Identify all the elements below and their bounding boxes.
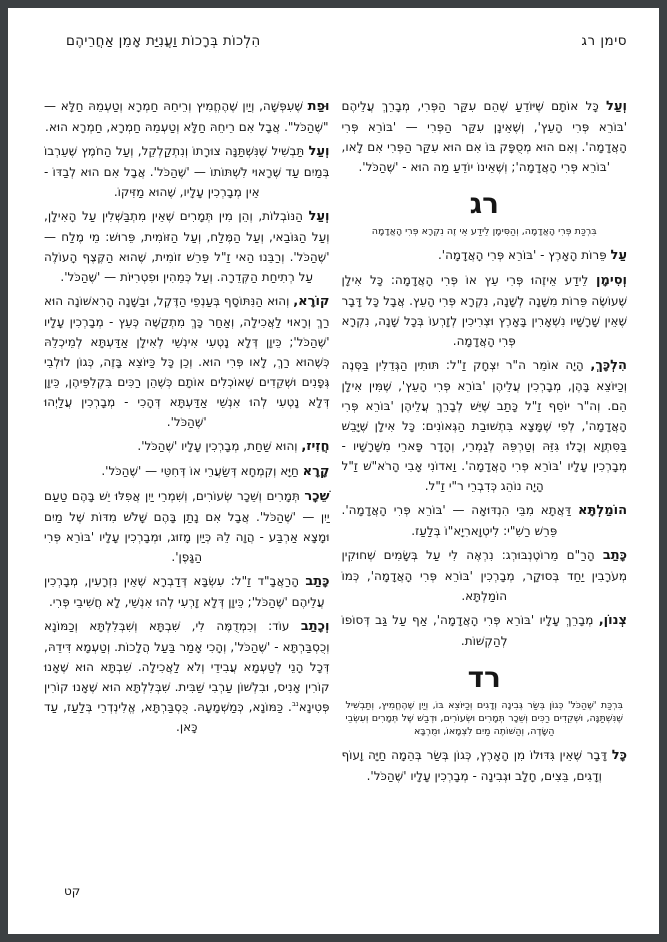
paragraph-text: תַּבְשִׁיל שֶׁנִּשְׁתַּנָּה צוּרָתוֹ וְנִתְקַלְקֵל, וְעַל הַחֹמֶץ שֶׁעֵרְבוֹ בְּמַיִם עַד שֶׁרָאוּי לִשְׁתּוֹתוֹ — 'שֶׁהַכֹּל'. אֲבָל אִם הוּא לְבַדּוֹ - אֵין מְבָרְכִין עָלָיו, שֶׁהוּא מַזִּיקוֹ. bbox=[44, 144, 330, 199]
paragraph bbox=[44, 436, 330, 457]
paragraph-text: הָרַ"ם מֵרוֹטֶנְבּוּרְג: נִרְאֶה לִי עַל בְּשָׂמִים שְׁחוּקִין מְעֹרָבִין יַחַד בְּסוּקָר, מְבָרְכִין 'בּוֹרֵא פְּרִי הָאֲדָמָה', כְּמוֹ הוֹמַלְתָּא. bbox=[341, 548, 627, 603]
paragraph bbox=[342, 745, 628, 786]
page-header bbox=[8, 33, 659, 50]
page-number: קט bbox=[64, 884, 81, 898]
paragraph-text: וְהוּא הַנִּתּוֹסָף בְּעַנְפֵי הַדֶּקֶל, וּבַשָּׁנָה הָרִאשׁוֹנָה הוּא רַךְ וְרָאוּי לַאֲכִילָה, וְאַחַר כָּךְ מִתְקַשֶּׁה כְּעֵץ - מְבָרְכִין עָלָיו 'שֶׁהַכֹּל'; כֵּיוָן דְּלָא נָטְעִי אִינְשֵׁי לְאִילָן אַדַּעְתָּא לְמֵיכְלֵהּ כְּשֶׁהוּא רַךְ, לָאו פְּרִי הוּא. וְכֵן כָּל כַּיּוֹצֵא בָּזֶה, כְּגוֹן לוּלְבֵי גְּפָנִים וּשְׁקֵדִים שֶׁאוֹכְלִים אוֹתָם כְּשֶׁהֵן רַכִּים בִּקְלִפֵּיהֶן, כֵּיוָן דְּלָא נָטְעִי לְהוּ אִנְשֵׁי אַדַּעְתָּא דְּהָכִי - מְבָרְכִין עֲלַיְהוּ 'שֶׁהַכֹּל'. bbox=[44, 294, 330, 429]
paragraph-text: מְבָרֵךְ עָלָיו 'בּוֹרֵא פְּרִי הָאֲדָמָה', אַף עַל גַּב דְּסוֹפוֹ לְהַקְשׁוֹת. bbox=[341, 613, 594, 648]
lead-word: וְעַל bbox=[308, 144, 330, 159]
lead-word: קָרָא bbox=[302, 464, 330, 479]
paragraph bbox=[44, 571, 330, 612]
paragraph bbox=[342, 245, 628, 266]
lead-word: חֲזִיז, bbox=[301, 439, 330, 454]
paragraph bbox=[342, 545, 628, 606]
siman-header-204: רד bbox=[467, 661, 501, 694]
paragraph bbox=[342, 270, 628, 351]
paragraph bbox=[44, 486, 330, 567]
paragraph-text: . כַּמּוֹנָא, כְּמַשְׁמָעָהּ. כֻּסְבַּרְתָּא, אֱלִינְדְרֵי בְּלַעַז, עַד כָּאן. bbox=[44, 700, 292, 734]
paragraph-text: שֶׁעִפְּשָׁה, וְיַיִן שֶׁהֶחֱמִיץ וְרֵיחֵהּ חַמְרָא וְטַעְמֵהּ חַלָּא — "שֶׁהַכֹּל". אֲבָל אִם רֵיחֵהּ חַלָּא וְטַעְמֵהּ חַמְרָא, חַמְרָא הוּא. bbox=[44, 99, 329, 134]
paragraph bbox=[44, 616, 330, 737]
lead-word: צְנוֹן, bbox=[598, 613, 627, 628]
lead-word: עַל bbox=[610, 248, 627, 263]
column-right bbox=[342, 96, 628, 790]
paragraph-text: וְהוּא שַׁחַת, מְבָרְכִין עָלָיו 'שֶׁהַכֹּל'. bbox=[137, 439, 298, 453]
lead-word: כָּל bbox=[611, 748, 627, 763]
paragraph-text: תְּמָרִים וְשֵׁכָר שְׂעוֹרִים, וְשִׁמְרֵי יַיִן אֲפִלּוּ יֵשׁ בָּהֶם טַעַם יַיִן — 'שֶׁהַכֹּל'. אֲבָל אִם נָתַן בָּהֶם שָׁלֹשׁ מִדּוֹת שֶׁל מַיִם וּמָצָא אַרְבַּע - הֲוָה לֵהּ כְּיַיִן מָזוּג, וּמְבָרְכִין עָלָיו 'בּוֹרֵא פְּרִי הַגָּפֶן'. bbox=[44, 489, 330, 564]
lead-word: וְעַל bbox=[308, 209, 330, 224]
column-left bbox=[44, 96, 330, 790]
lead-word: שֵׁכָר bbox=[304, 489, 330, 504]
paragraph bbox=[342, 355, 628, 496]
lead-word: וְסִימָן bbox=[596, 273, 627, 288]
paragraph-text: לֵידַע אֵיזֶהוּ פְּרִי עֵץ אוֹ פְּרִי הָאֲדָמָה: כָּל אִילָן שֶׁעוֹשֶׂה פֵּרוֹת מִשָּׁנָה לְשָׁנָה, נִקְרָא פְּרִי הָעֵץ. אֲבָל כָּל דָּבָר שֶׁאֵין שָׁרָשָׁיו נִשְׁאָרִין בָּאָרֶץ וּצְרִיכִין לְזָרְעוֹ בְּכָל שָׁנָה, נִקְרָא פְּרִי הָאֲדָמָה. bbox=[341, 273, 627, 348]
siman-subtitle-203: בִּרְכַּת פְּרִי הָאֲדָמָה, וְהַסִּימָן לֵידַע אֵי זֶה נִקְרָא פְּרִי הָאֲדָמָה bbox=[371, 226, 597, 237]
siman-subtitle-204: בִּרְכַּת 'שֶׁהַכֹּל' כְּגוֹן בְּשַׂר גְּבִינָה וְדָגִים וְכַיּוֹצֵא בּוֹ, וְיַיִן שֶׁהֶחֱמִיץ, וְתַבְשִׁיל שֶׁנִּשְׁתַּנָּה, וּשְׁקֵדִים רַכִּים וְשֵׁכָר תְּמָרִים וּשְׂעוֹרִים, וּדְבַשׁ שֶׁל תְּמָרִים וְעִשְׂבֵי הַשָּׂדֶה, וְהַשּׁוֹתֶה מַיִם לִצְמָאוֹ, וּמֻרְבָּא bbox=[345, 700, 623, 737]
lead-word: וְכָתַב bbox=[300, 619, 330, 634]
paragraph-text: דַּאֲתָא מִבֵּי הִנְדּוּאָה — 'בּוֹרֵא פְּרִי הָאֲדָמָה'. פֵּרֵשׁ רַשִׁ"י: לִיטְוָארִיָא"וֹ בְּלַעַז. bbox=[341, 503, 572, 538]
paragraph-text: פֵּרוֹת הָאָרֶץ - 'בּוֹרֵא פְּרִי הָאֲדָמָה'. bbox=[437, 248, 607, 262]
paragraph bbox=[44, 291, 330, 432]
paragraph-text: הָיָה אוֹמֵר ה"ר יִצְחָק זַ"ל: תּוּתִין הַגְּדֵלִין בַּסְּנֶה וְכַיּוֹצֵא בָּהֶן, מְבָרְכִין עֲלֵיהֶן 'בּוֹרֵא פְּרִי הָעֵץ', שֶׁמִּין אִילָן הֵם. וְה"ר יוֹסֵף זַ"ל כָּתַב שֶׁיֵּשׁ לְבָרֵךְ עֲלֵיהֶן 'בּוֹרֵא פְּרִי הָאֲדָמָה', לְפִי שֶׁמָּצָא בִּתְשׁוּבַת הַגְּאוֹנִים: כָּל אִילָן שֶׁיָּבֵשׁ בַּסִּתְוָא וְכָלוּ גִּזֵּהּ וְטַרְפֵּהּ לְגַמְרֵי, וְהָדָר פָּארֵי מִשָּׁרָשָׁיו - מְבָרְכִין עָלָיו 'בּוֹרֵא פְּרִי הָאֲדָמָה'. וַאדוֹנִי אָבִי הָרֹא"שׁ זַ"ל הָיָה נוֹהֵג כְּדִבְרֵי ר"י זַ"ל. bbox=[341, 358, 627, 493]
paragraph-text: הָרַאֲבָ"ד זַ"ל: עִשְׂבָּא דְּדַבְרָא שֶׁאֵין נִזְרָעִין, מְבָרְכִין עֲלֵיהֶם 'שֶׁהַכֹּל'; כֵּיוָן דְּלָא זָרְעִי לְהוּ אִנְשֵׁי, לָא חֲשִׁיבֵי פְּרִי. bbox=[44, 574, 325, 609]
siman-header-203: רג bbox=[469, 187, 499, 220]
paragraph bbox=[44, 141, 330, 202]
header-siman-label: סימן רג bbox=[581, 33, 627, 49]
lead-word: וְעַל bbox=[606, 99, 627, 114]
lead-word: הוֹמַלְתָּא bbox=[577, 503, 627, 518]
paragraph bbox=[342, 96, 628, 177]
paragraph bbox=[44, 96, 330, 137]
paragraph-text: כָּל אוֹתָם שֶׁיּוֹדֵעַ שֶׁהֵם עִקַּר הַפְּרִי, מְבָרֵךְ עֲלֵיהֶם 'בּוֹרֵא פְּרִי הָעֵץ', וְשֶׁאֵינָן עִקַּר הַפְּרִי — 'בּוֹרֵא פְּרִי הָאֲדָמָה'. וְאִם הוּא מְסֻפָּק בּוֹ אִם הוּא עִקַּר הַפְּרִי אִם לָאו, 'בּוֹרֵא פְּרִי הָאֲדָמָה'; וְשֶׁאֵינוֹ יוֹדֵעַ מַה הוּא - 'שֶׁהַכֹּל'. bbox=[341, 99, 627, 174]
lead-word: וּפַת bbox=[307, 99, 330, 114]
lead-word: כָּתַב bbox=[305, 574, 330, 589]
footnote-mark: נב bbox=[291, 700, 299, 708]
paragraph-text: חַיָּא וְקִמְחָא דְּשַׂעֲרֵי אוֹ דְּחִטֵּי — 'שֶׁהַכֹּל'. bbox=[101, 464, 299, 478]
paragraph-text: הַנּוֹבְלוֹת, וְהֵן מִין תְּמָרִים שֶׁאֵין מִתְבַּשְּׁלִין עַל הָאִילָן, וְעַל הַגּוֹבַאי, וְעַל הַמֶּלַח, וְעַל הַזּוֹמִית, פֵּרוּשׁ: מֵי מֶלַח — 'שֶׁהַכֹּל'. וְרַבֵּנוּ הַאי זַ"ל פֵּרֵשׁ זוֹמִית, שֶׁהוּא הַקֶּצֶף הָעוֹלֶה עַל רְתִיחַת הַקְּדֵרָה. וְעַל כְּמֵהִין וּפִטְרִיּוֹת — 'שֶׁהַכֹּל'. bbox=[44, 209, 330, 284]
lead-word: קוֹרָא, bbox=[293, 294, 330, 309]
lead-word: כָּתַב bbox=[602, 548, 627, 563]
columns-container bbox=[8, 96, 659, 790]
header-title: הִלְכוֹת בְּרָכוֹת וַעֲנִיַּת אָמֵן אַחֲרֵיהֶם bbox=[66, 33, 261, 49]
lead-word: הִלְכָּךְ, bbox=[590, 358, 627, 373]
paragraph-text: דָּבָר שֶׁאֵין גִּדּוּלוֹ מִן הָאָרֶץ, כְּגוֹן בְּשַׂר בְּהֵמָה חַיָּה וָעוֹף וְדָגִים, בֵּצִים, חָלָב וּגְבִינָה - מְבָרְכִין עָלָיו 'שֶׁהַכֹּל'. bbox=[341, 748, 608, 783]
paragraph bbox=[44, 461, 330, 482]
paragraph bbox=[342, 610, 628, 651]
paragraph bbox=[44, 206, 330, 287]
book-page bbox=[8, 8, 659, 934]
paragraph bbox=[342, 500, 628, 541]
paragraph-text: עוֹד: וְכִמְדֻמֶּה לִי, שִׁבְתָּא וְשִׁבְּלִלְתָּא וְכַמּוֹנָא וְכֻסְבַּרְתָּא - 'שֶׁהַכֹּל', וְהָכִי אָמַר בַּעַל הֲלָכוֹת. וְטַעְמָא דִּידֵהּ, דְּכָל הָנֵי לְטַעְמָא עֲבִידֵי וְלֹא לַאֲכִילָה. שִׁבְתָּא הוּא שֶׁאָנוּ קוֹרִין אָנִיס, וּבִלְשׁוֹן עַרְבִי שַׁבִּית. שִׁבְּלִלְתָּא הוּא שֶׁאָנוּ קוֹרִין פְּטִינָא bbox=[44, 619, 330, 714]
